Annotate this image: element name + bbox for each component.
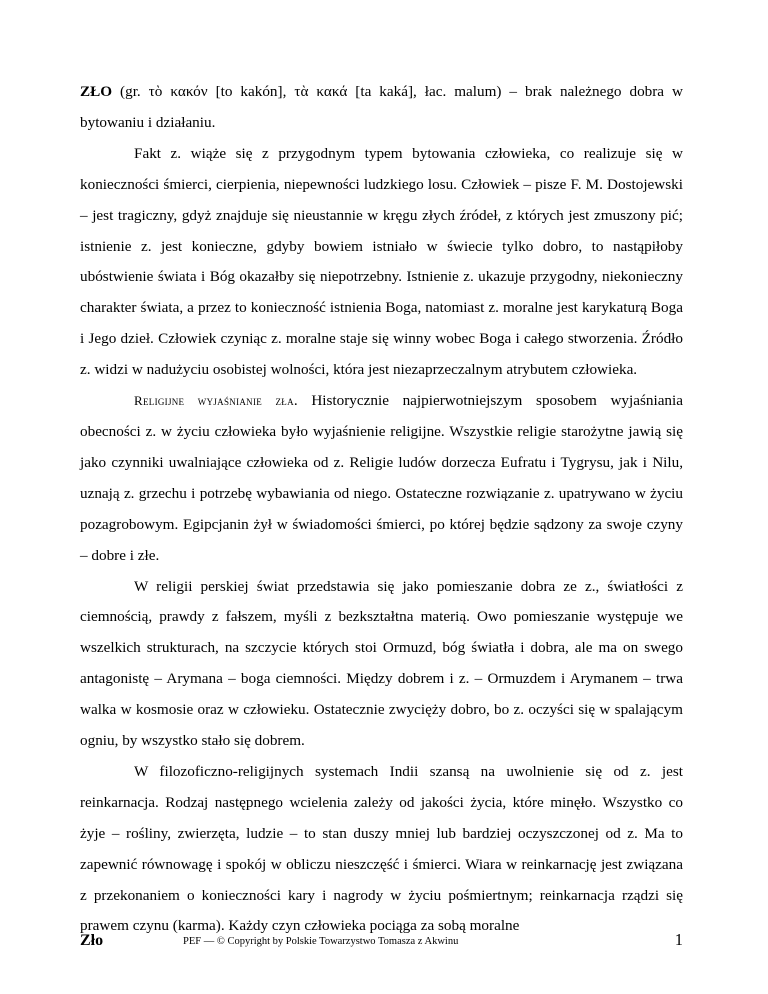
paragraph-3: W religii perskiej świat przedstawia się jako pomieszanie dobra ze z., światłości z ciemnością, prawdy z fałszem, myśli z bezkształtna materią. Owo pomieszanie występuje we wszelkich strukturach, na szczycie których stoi Ormuzd, bóg światła i dobra, ale ma on swego antagonistę – Arymana – boga ciemności. Między dobrem i z. – Ormuzdem i Arymanem – trwa walka w kosmosie oraz w człowieku. Ostatecznie zwycięży dobro, bo z. oczyści się w spalającym ogniu, by wszystko stało się dobrem. <box>80 577 683 750</box>
article-body <box>80 77 683 942</box>
lemma-definition: (gr. τὸ κακόν [to kakón], τὰ κακά [ta kaká], łac. malum) – brak należnego dobra w bytowaniu i działaniu. <box>80 83 683 131</box>
article-intro <box>80 77 683 139</box>
section-heading: Religijne wyjaśnianie zła <box>134 393 294 409</box>
footer-title: Zło <box>80 932 104 949</box>
lemma-heading: ZŁO <box>80 83 113 100</box>
paragraph-1: Fakt z. wiąże się z przygodnym typem bytowania człowieka, co realizuje się w konieczności śmierci, cierpienia, niepewności ludzkiego losu. Człowiek – pisze F. M. Dostojewski – jest tragiczny, gdyż znajduje się nieustannie w kręgu złych źródeł, z których jest zmuszony pić; istnienie z. jest konieczne, gdyby bowiem istniało w świecie tylko dobro, to nastąpiłoby ubóstwienie świata i Bóg okazałby się niepotrzebny. Istnienie z. ukazuje przygodny, niekonieczny charakter świata, a przez to konieczność istnienia Boga, natomiast z. moralne jest karykaturą Boga i Jego dzieł. Człowiek czyniąc z. moralne staje się winny wobec Boga i całego stworzenia. Źródło z. widzi w nadużyciu osobistej wolności, która jest niezaprzeczalnym atrybutem człowieka. <box>80 144 683 379</box>
paragraph-4: W filozoficzno-religijnych systemach Indii szansą na uwolnienie się od z. jest reinkarnacja. Rodzaj następnego wcielenia zależy od jakości życia, które minęło. Wszystko co żyje – rośliny, zwierzęta, ludzie – to stan duszy mniej lub bardziej oczyszczonej od z. Ma to zapewnić równowagę i spokój w obliczu nieszczęść i śmierci. Wiara w reinkarnację jest związana z przekonaniem o konieczności kary i nagrody w życiu pośmiertnym; reinkarnacja rządzi się prawem czynu (karma). Każdy czyn człowieka pociąga za sobą moralne <box>80 762 683 935</box>
footer-copyright: PEF — © Copyright by Polskie Towarzystwo Tomasza z Akwinu <box>183 936 459 947</box>
paragraph-2-text: . Historycznie najpierwotniejszym sposobem wyjaśniania obecności z. w życiu człowieka było wyjaśnienie religijne. Wszystkie religie starożytne jawią się jako czynniki uwalniające człowieka od z. Religie ludów dorzecza Eufratu i Tygrysu, jak i Nilu, uznają z. grzechu i potrzebę wybawiania od niego. Ostateczne rozwiązanie z. upatrywano w życiu pozagrobowym. Egipcjanin żył w świadomości śmierci, po której będzie sądzony za swoje czyny – dobre i złe. <box>80 392 683 564</box>
paragraph-2 <box>80 386 683 571</box>
page-footer <box>80 930 683 954</box>
page-number: 1 <box>674 930 683 949</box>
